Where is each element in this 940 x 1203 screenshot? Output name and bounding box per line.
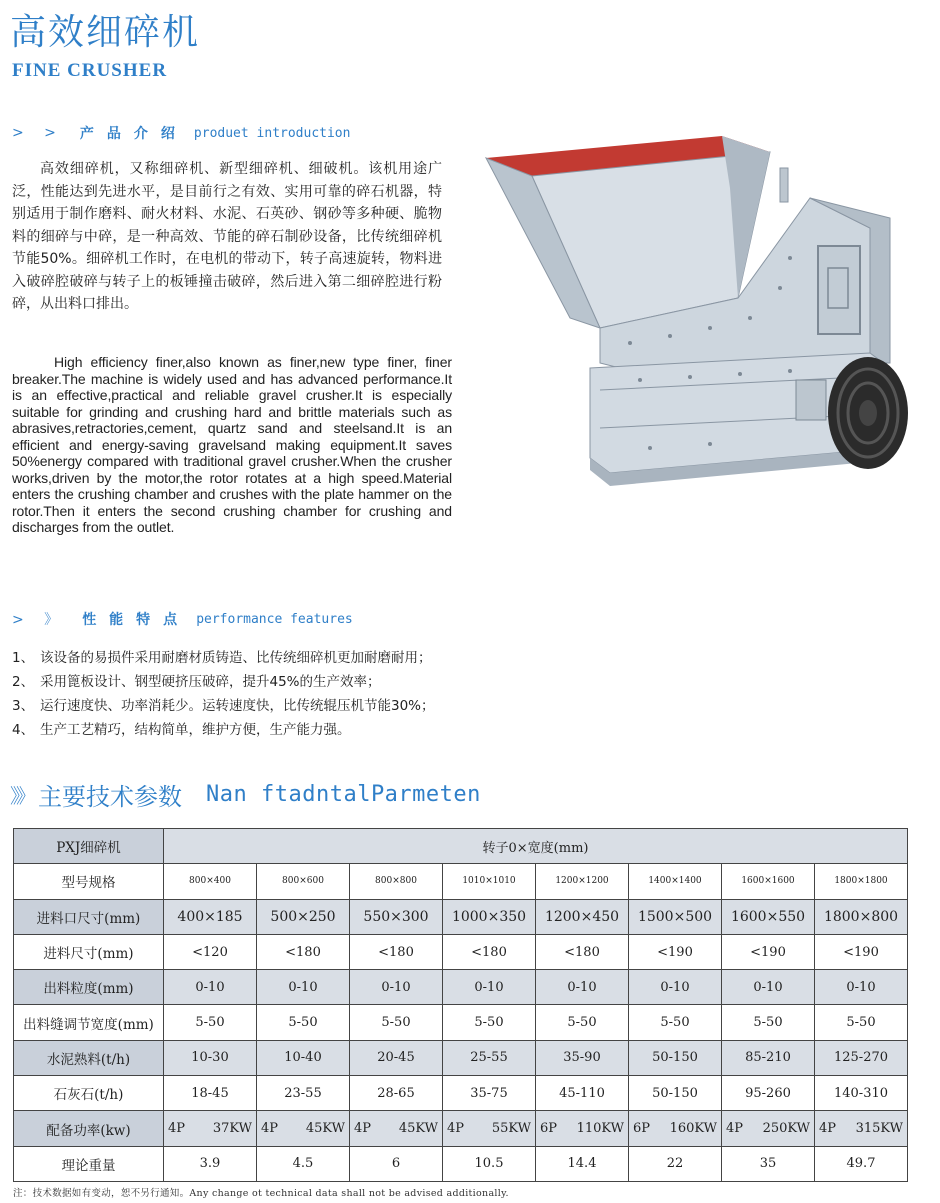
table-cell: 0-10: [629, 970, 722, 1005]
table-cell: 35-75: [443, 1076, 536, 1111]
page-subtitle: FINE CRUSHER: [12, 60, 168, 81]
list-item: [12, 670, 435, 694]
fine-crusher-photo: [480, 128, 920, 498]
table-cell: 95-260: [722, 1076, 815, 1111]
table-cell: 800×600: [257, 864, 350, 899]
table-cell: <120: [164, 934, 257, 969]
table-group-header: 转子0×宽度(mm): [164, 829, 908, 864]
table-cell: 4.5: [257, 1146, 350, 1181]
table-cell: 14.4: [536, 1146, 629, 1181]
table-cell: 125-270: [815, 1040, 908, 1075]
page-title: 高效细碎机: [10, 12, 201, 53]
table-cell: 50-150: [629, 1040, 722, 1075]
table-cell: 1200×450: [536, 899, 629, 934]
table-cell: 18-45: [164, 1076, 257, 1111]
intro-heading-cn: 产品介绍: [79, 126, 188, 142]
intro-text-en: High efficiency finer,also known as finer,new type finer, finer breaker.The machine is widely used and has advanced performance.It is an effective,practical and reliable gravel crusher.It is especially suitable for grinding and crushing hard and brittle materials such as abrasives,retractories,cement, quartz sand and steelsand.It is an efficient and energy-saving gravelsand making equipment.It saves 50%energy compared with traditional gravel crusher.When the crusher works,driven by the motor,the rotor rotates at a high speed.Material enters the crushing chamber and crushes with the plate hammer on the rotor.Then it enters the second crushing chamber for crushing and discharges from the outlet.: [12, 354, 452, 535]
item-text: 运行速度快、功率消耗少。运转速度快，比传统辊压机节能30%；: [40, 698, 435, 714]
item-number: 1、: [12, 650, 35, 666]
table-cell: 85-210: [722, 1040, 815, 1075]
table-cell: 1400×1400: [629, 864, 722, 899]
table-cell: 4P 55KW: [443, 1111, 536, 1146]
performance-heading-cn: 性能特点: [82, 612, 191, 628]
table-cell: 25-55: [443, 1040, 536, 1075]
table-row: [14, 1040, 908, 1075]
table-cell: 1600×550: [722, 899, 815, 934]
row-label: 理论重量: [14, 1146, 164, 1181]
table-cell: 1600×1600: [722, 864, 815, 899]
table-cell: 800×400: [164, 864, 257, 899]
performance-heading: [12, 609, 353, 629]
list-item: [12, 694, 435, 718]
performance-heading-en: performance features: [196, 611, 353, 627]
table-cell: 800×800: [350, 864, 443, 899]
params-heading-en: Nan ftadntalParmeten: [206, 782, 481, 807]
table-cell: 4P 315KW: [815, 1111, 908, 1146]
table-cell: <180: [257, 934, 350, 969]
table-cell: 0-10: [350, 970, 443, 1005]
table-cell: <190: [722, 934, 815, 969]
table-cell: 50-150: [629, 1076, 722, 1111]
intro-arrows: > >: [12, 125, 64, 141]
table-cell: <180: [536, 934, 629, 969]
table-cell: 5-50: [350, 1005, 443, 1040]
table-cell: 35: [722, 1146, 815, 1181]
table-cell: 4P 45KW: [257, 1111, 350, 1146]
vent-pipe: [780, 168, 788, 202]
table-cell: 500×250: [257, 899, 350, 934]
table-cell: 0-10: [722, 970, 815, 1005]
footnote: 注：技术数据如有变动，恕不另行通知。Any change ot technical data shall not be advised additionally.: [13, 1188, 509, 1199]
table-cell: <180: [443, 934, 536, 969]
list-item: [12, 646, 435, 670]
params-marker: 》》: [10, 784, 32, 808]
item-text: 采用篦板设计、钢型硬挤压破碎，提升45%的生产效率；: [40, 674, 381, 690]
table-cell: 5-50: [536, 1005, 629, 1040]
table-cell: 0-10: [815, 970, 908, 1005]
intro-heading: [12, 123, 350, 143]
table-row: [14, 1111, 908, 1146]
table-cell: 6P 110KW: [536, 1111, 629, 1146]
bearing-block: [796, 380, 826, 420]
table-cell: 0-10: [257, 970, 350, 1005]
table-cell: 0-10: [536, 970, 629, 1005]
spec-table: [13, 828, 908, 1182]
item-number: 3、: [12, 698, 35, 714]
table-row: [14, 970, 908, 1005]
row-label: 进料尺寸(mm): [14, 934, 164, 969]
table-cell: 1800×1800: [815, 864, 908, 899]
table-cell: 5-50: [257, 1005, 350, 1040]
table-cell: 5-50: [815, 1005, 908, 1040]
table-cell: 49.7: [815, 1146, 908, 1181]
table-cell: 23-55: [257, 1076, 350, 1111]
table-cell: 4P 45KW: [350, 1111, 443, 1146]
table-row: [14, 934, 908, 969]
item-number: 2、: [12, 674, 35, 690]
params-heading-cn: 主要技术参数: [38, 783, 182, 811]
table-cell: 4P 250KW: [722, 1111, 815, 1146]
table-cell: 45-110: [536, 1076, 629, 1111]
row-label: 出料缝调节宽度(mm): [14, 1005, 164, 1040]
table-cell: 400×185: [164, 899, 257, 934]
table-cell: 140-310: [815, 1076, 908, 1111]
table-cell: 3.9: [164, 1146, 257, 1181]
row-label: 出料粒度(mm): [14, 970, 164, 1005]
pulley-hub: [859, 400, 877, 426]
item-number: 4、: [12, 722, 35, 738]
table-row: [14, 1146, 908, 1181]
table-cell: 35-90: [536, 1040, 629, 1075]
params-heading: [10, 777, 481, 812]
table-cell: 1500×500: [629, 899, 722, 934]
table-cell: 1010×1010: [443, 864, 536, 899]
table-cell: 10-40: [257, 1040, 350, 1075]
item-text: 该设备的易损件采用耐磨材质铸造、比传统细碎机更加耐磨耐用；: [40, 650, 432, 666]
table-cell: 10.5: [443, 1146, 536, 1181]
table-cell: 10-30: [164, 1040, 257, 1075]
table-row: [14, 1076, 908, 1111]
table-cell: 5-50: [722, 1005, 815, 1040]
table-row: [14, 864, 908, 899]
table-cell: 0-10: [443, 970, 536, 1005]
performance-arrows: > 》: [12, 612, 67, 628]
table-cell: 1000×350: [443, 899, 536, 934]
table-cell: 28-65: [350, 1076, 443, 1111]
row-label: 水泥熟料(t/h): [14, 1040, 164, 1075]
table-row: [14, 1005, 908, 1040]
table-cell: 5-50: [629, 1005, 722, 1040]
row-label: 进料口尺寸(mm): [14, 899, 164, 934]
table-cell: <190: [815, 934, 908, 969]
table-header-row: [14, 829, 908, 864]
table-cell: 0-10: [164, 970, 257, 1005]
inspection-door: [818, 246, 860, 334]
table-cell: 20-45: [350, 1040, 443, 1075]
performance-list: [12, 646, 435, 742]
table-row: [14, 899, 908, 934]
table-cell: 6P 160KW: [629, 1111, 722, 1146]
table-corner: PXJ细碎机: [14, 829, 164, 864]
table-cell: <190: [629, 934, 722, 969]
table-cell: 4P 37KW: [164, 1111, 257, 1146]
table-cell: 5-50: [164, 1005, 257, 1040]
table-cell: 1800×800: [815, 899, 908, 934]
table-cell: 1200×1200: [536, 864, 629, 899]
table-cell: 6: [350, 1146, 443, 1181]
item-text: 生产工艺精巧，结构简单，维护方便，生产能力强。: [40, 722, 351, 738]
table-cell: 5-50: [443, 1005, 536, 1040]
row-label: 石灰石(t/h): [14, 1076, 164, 1111]
intro-heading-en: produet introduction: [193, 125, 351, 141]
row-label: 配备功率(kw): [14, 1111, 164, 1146]
list-item: [12, 718, 435, 742]
row-label: 型号规格: [14, 864, 164, 899]
intro-text-cn: 高效细碎机，又称细碎机、新型细碎机、细破机。该机用途广泛，性能达到先进水平，是目前行之有效、实用可靠的碎石机器，特别适用于制作磨料、耐火材料、水泥、石英砂、钢砂等多种硬、脆物料的细碎与中碎，是一种高效、节能的碎石制砂设备，比传统细碎机节能50%。细碎机工作时，在电机的带动下，转子高速旋转，物料进入破碎腔破碎与转子上的板锤撞击破碎，然后进入第二细碎腔进行粉碎，从出料口排出。: [12, 161, 442, 312]
table-cell: <180: [350, 934, 443, 969]
table-cell: 22: [629, 1146, 722, 1181]
table-cell: 550×300: [350, 899, 443, 934]
